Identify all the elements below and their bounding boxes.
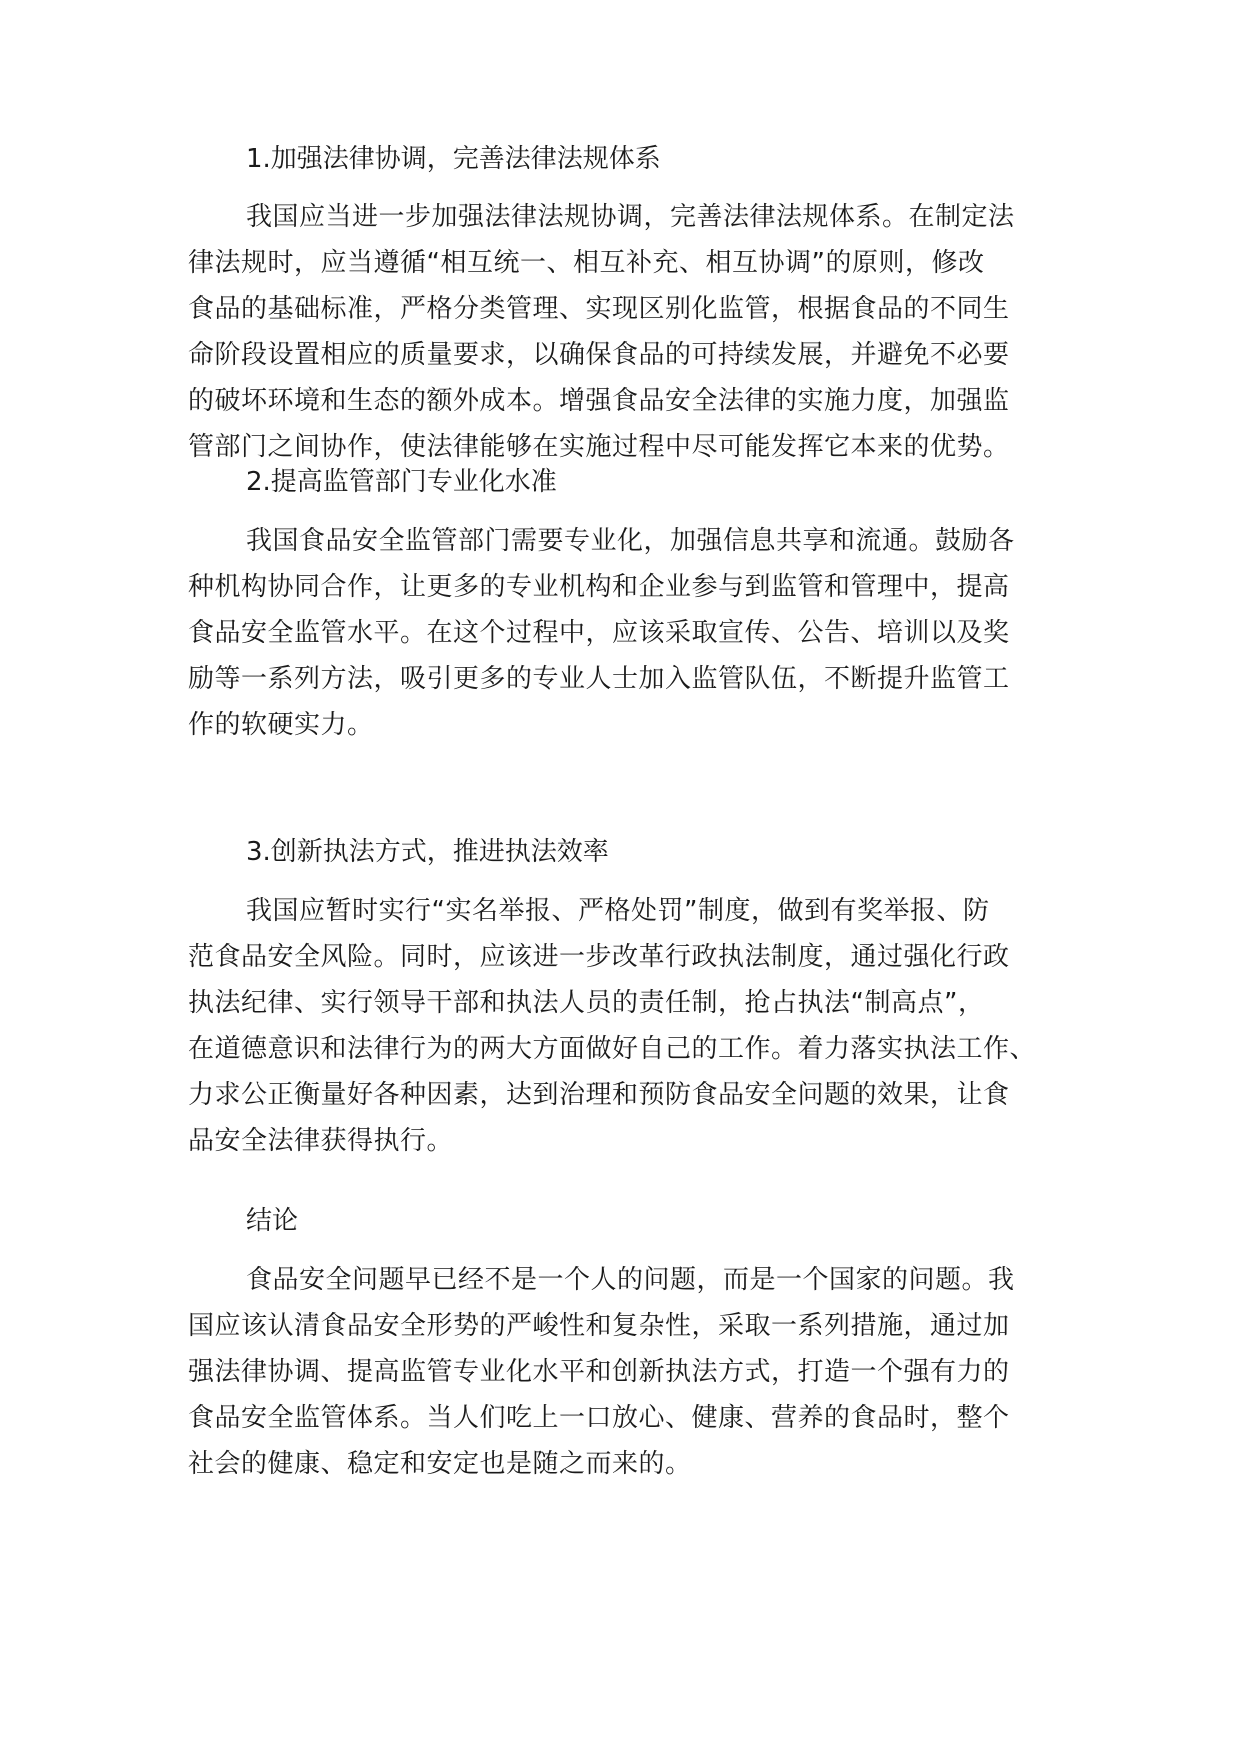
- section-heading: 3.创新执法方式，推进执法效率: [246, 837, 609, 867]
- paragraph-line: 我国应当进一步加强法律法规协调，完善法律法规体系。在制定法: [246, 202, 1015, 232]
- paragraph: [188, 1257, 1048, 1487]
- paragraph-line: 执法纪律、实行领导干部和执法人员的责任制，抢占执法“制高点”，: [188, 988, 985, 1018]
- paragraph-line: 在道德意识和法律行为的两大方面做好自己的工作。着力落实执法工作、: [188, 1034, 1037, 1064]
- paragraph-line: 范食品安全风险。同时，应该进一步改革行政执法制度，通过强化行政: [188, 942, 1010, 972]
- paragraph: [188, 888, 1048, 1164]
- section-heading: 结论: [246, 1206, 299, 1236]
- paragraph-line: 品安全法律获得执行。: [188, 1126, 454, 1156]
- paragraph-line: 国应该认清食品安全形势的严峻性和复杂性，采取一系列措施，通过加: [188, 1311, 1010, 1341]
- paragraph-line: 食品安全监管水平。在这个过程中，应该采取宣传、公告、培训以及奖: [188, 618, 1010, 648]
- paragraph-line: 强法律协调、提高监管专业化水平和创新执法方式，打造一个强有力的: [188, 1357, 1010, 1387]
- paragraph-line: 食品安全监管体系。当人们吃上一口放心、健康、营养的食品时，整个: [188, 1403, 1010, 1433]
- paragraph: [188, 518, 1048, 748]
- paragraph-line: 食品安全问题早已经不是一个人的问题，而是一个国家的问题。我: [246, 1265, 1015, 1295]
- paragraph-line: 我国应暂时实行“实名举报、严格处罚”制度，做到有奖举报、防: [246, 896, 990, 926]
- paragraph-line: 食品的基础标准，严格分类管理、实现区别化监管，根据食品的不同生: [188, 294, 1010, 324]
- section-heading: 2.提高监管部门专业化水准: [246, 467, 557, 497]
- section-heading: 1.加强法律协调，完善法律法规体系: [246, 144, 661, 174]
- paragraph-line: 作的软硬实力。: [188, 710, 374, 740]
- paragraph-line: 种机构协同合作，让更多的专业机构和企业参与到监管和管理中，提高: [188, 572, 1010, 602]
- paragraph-line: 力求公正衡量好各种因素，达到治理和预防食品安全问题的效果，让食: [188, 1080, 1010, 1110]
- paragraph-line: 我国食品安全监管部门需要专业化，加强信息共享和流通。鼓励各: [246, 526, 1015, 556]
- paragraph-line: 社会的健康、稳定和安定也是随之而来的。: [188, 1449, 692, 1479]
- paragraph-line: 的破坏环境和生态的额外成本。增强食品安全法律的实施力度，加强监: [188, 386, 1010, 416]
- paragraph-line: 管部门之间协作，使法律能够在实施过程中尽可能发挥它本来的优势。: [188, 432, 1010, 462]
- paragraph-line: 命阶段设置相应的质量要求，以确保食品的可持续发展，并避免不必要: [188, 340, 1010, 370]
- paragraph: [188, 194, 1048, 470]
- paragraph-line: 律法规时，应当遵循“相互统一、相互补充、相互协调”的原则，修改: [188, 248, 985, 278]
- paragraph-line: 励等一系列方法，吸引更多的专业人士加入监管队伍，不断提升监管工: [188, 664, 1010, 694]
